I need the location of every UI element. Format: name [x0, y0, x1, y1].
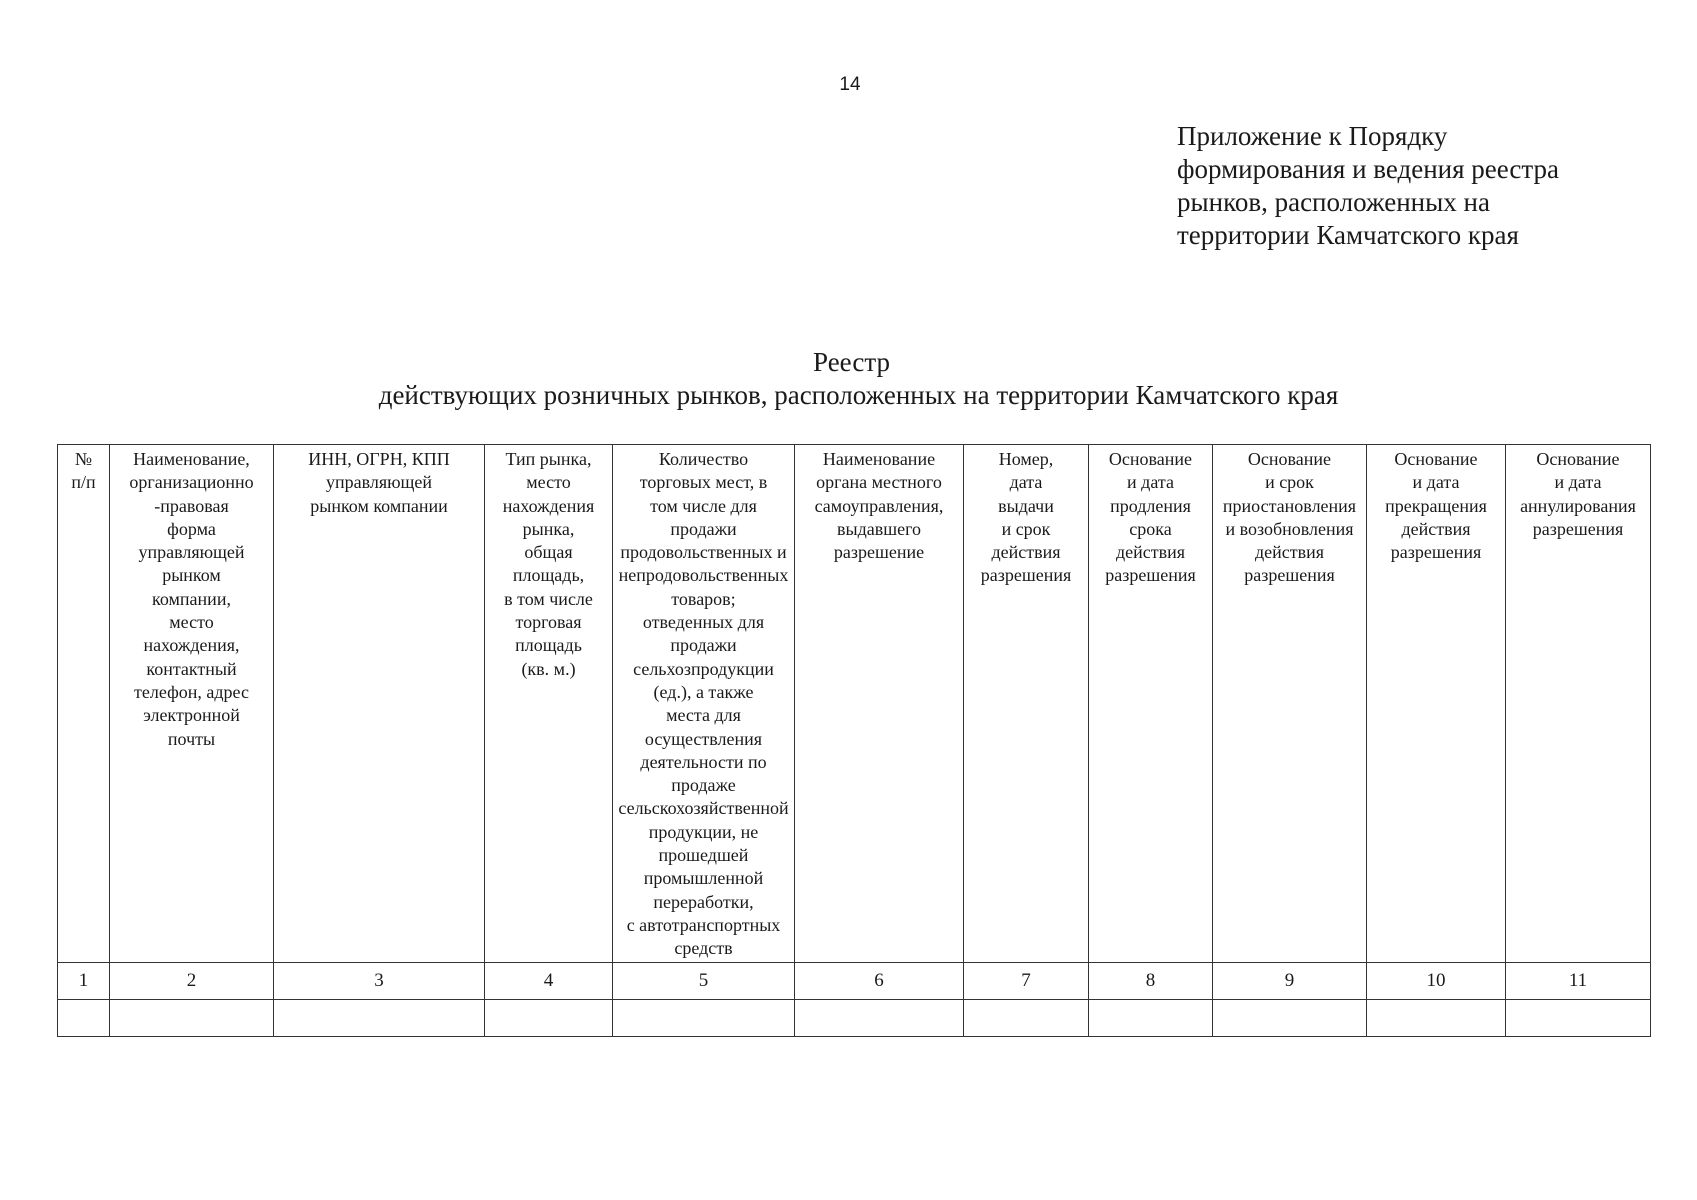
header-cell-trading-places: Количество торговых мест, в том числе для продажи продовольственных и непродовольственных товаров; отведенных для продажи сельхозпродукции (ед.), а также места для осуществления деятельности по продаже сельскохозяйственной продукции, не прошедшей промышленной переработки, с автотранспортных средств [613, 445, 795, 963]
appendix-line: территории Камчатского края [1177, 220, 1519, 250]
header-row [58, 445, 1651, 963]
empty-cell [110, 999, 274, 1036]
empty-cell [964, 999, 1089, 1036]
document-title [0, 346, 1697, 412]
column-number-row [58, 962, 1651, 999]
empty-cell [1367, 999, 1506, 1036]
header-cell-company: Наименование, организационно -правовая форма управляющей рынком компании, место нахождения, контактный телефон, адрес электронной почты [110, 445, 274, 963]
header-cell-permit-number: Номер, дата выдачи и срок действия разрешения [964, 445, 1089, 963]
column-number-cell: 7 [964, 962, 1089, 999]
empty-cell [274, 999, 485, 1036]
appendix-note [1177, 120, 1647, 252]
empty-cell [1213, 999, 1367, 1036]
empty-cell [1089, 999, 1213, 1036]
header-cell-issuing-authority: Наименование органа местного самоуправления, выдавшего разрешение [795, 445, 964, 963]
appendix-line: рынков, расположенных на [1177, 187, 1490, 217]
page-number: 14 [839, 74, 861, 95]
empty-cell [485, 999, 613, 1036]
column-number-cell: 6 [795, 962, 964, 999]
empty-cell [795, 999, 964, 1036]
column-number-cell: 10 [1367, 962, 1506, 999]
column-number-cell: 8 [1089, 962, 1213, 999]
header-cell-extension: Основание и дата продления срока действия разрешения [1089, 445, 1213, 963]
column-number-cell: 9 [1213, 962, 1367, 999]
appendix-line: Приложение к Порядку [1177, 121, 1448, 151]
appendix-line: формирования и ведения реестра [1177, 154, 1560, 184]
document-title-subtitle: действующих розничных рынков, расположенных на территории Камчатского края [378, 380, 1339, 410]
column-number-cell: 11 [1506, 962, 1651, 999]
column-number-cell: 1 [58, 962, 110, 999]
column-number-cell: 4 [485, 962, 613, 999]
empty-cell [613, 999, 795, 1036]
header-cell-termination: Основание и дата прекращения действия разрешения [1367, 445, 1506, 963]
empty-cell [1506, 999, 1651, 1036]
column-number-cell: 3 [274, 962, 485, 999]
header-cell-annulment: Основание и дата аннулирования разрешения [1506, 445, 1651, 963]
header-cell-suspension: Основание и срок приостановления и возобновления действия разрешения [1213, 445, 1367, 963]
registry-table [57, 444, 1651, 1037]
document-title-main: Реестр [813, 347, 890, 377]
empty-cell [58, 999, 110, 1036]
header-cell-number: № п/п [58, 445, 110, 963]
empty-data-row [58, 999, 1651, 1036]
column-number-cell: 5 [613, 962, 795, 999]
header-cell-inn: ИНН, ОГРН, КПП управляющей рынком компании [274, 445, 485, 963]
header-cell-market-type: Тип рынка, место нахождения рынка, общая площадь, в том числе торговая площадь (кв. м.) [485, 445, 613, 963]
column-number-cell: 2 [110, 962, 274, 999]
